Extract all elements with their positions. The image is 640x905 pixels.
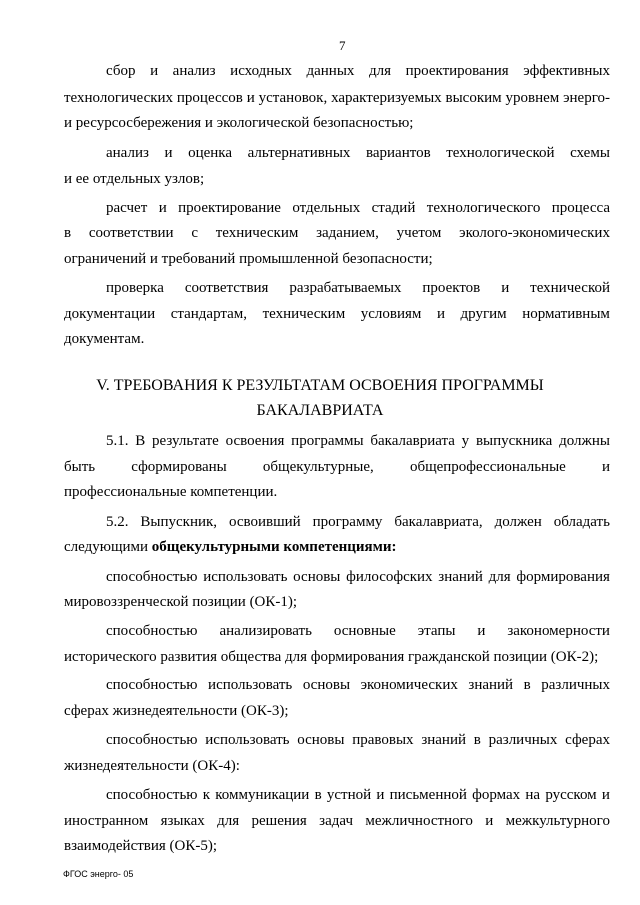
word: техническим bbox=[215, 225, 299, 241]
paragraph-3-line-1 bbox=[106, 199, 610, 217]
paragraph-1-line-2 bbox=[64, 89, 610, 107]
word: способностью bbox=[106, 623, 198, 639]
paragraph-2-line-2: и ее отдельных узлов; bbox=[64, 171, 205, 187]
word: использовать bbox=[205, 732, 290, 748]
word: различных bbox=[541, 677, 610, 693]
word: межличностного bbox=[365, 813, 473, 829]
word: установок, bbox=[258, 90, 328, 106]
ok-3-line-1 bbox=[106, 676, 610, 694]
word: и bbox=[376, 787, 385, 803]
footer-label: ФГОС энерго- 05 bbox=[63, 869, 134, 879]
word: программы bbox=[291, 433, 364, 449]
clause-5-1-line-3: профессиональные компетенции. bbox=[64, 484, 278, 500]
word: межкультурного bbox=[505, 813, 610, 829]
word: и bbox=[436, 306, 445, 322]
word: на bbox=[525, 787, 541, 803]
word: должны bbox=[559, 433, 610, 449]
word: у bbox=[461, 433, 470, 449]
word: бакалавриата bbox=[370, 433, 455, 449]
word: основы bbox=[297, 732, 345, 748]
word: формирования bbox=[516, 569, 610, 585]
word: 5.1. bbox=[106, 433, 129, 449]
word: решения bbox=[251, 813, 307, 829]
word: анализировать bbox=[219, 623, 312, 639]
paragraph-1-line-1 bbox=[106, 62, 610, 80]
word: программу bbox=[312, 514, 383, 530]
word: этапы bbox=[417, 623, 456, 639]
word: основы bbox=[302, 677, 351, 693]
word: технологической bbox=[446, 145, 555, 161]
word: 5.2. bbox=[106, 514, 129, 530]
word: схемы bbox=[570, 145, 610, 161]
word: исходных bbox=[230, 63, 292, 79]
word: для bbox=[488, 569, 511, 585]
word: коммуникации bbox=[215, 787, 310, 803]
word: и bbox=[501, 280, 510, 296]
word: иностранном bbox=[64, 813, 149, 829]
word: с bbox=[191, 225, 198, 241]
word: задач bbox=[319, 813, 353, 829]
word: к bbox=[202, 787, 211, 803]
ok-4-line-1 bbox=[106, 731, 610, 749]
word: русском bbox=[545, 787, 597, 803]
word: уровнем bbox=[505, 90, 560, 106]
section-heading-line-2: БАКАЛАВРИАТА bbox=[256, 402, 384, 419]
section-heading-line-1: V. ТРЕБОВАНИЯ К РЕЗУЛЬТАТАМ ОСВОЕНИЯ ПРОГРАММЫ bbox=[96, 377, 544, 394]
word: способностью bbox=[106, 677, 198, 693]
word: правовых bbox=[352, 732, 414, 748]
word: знаний bbox=[438, 569, 483, 585]
word: и bbox=[246, 90, 255, 106]
word: сбор bbox=[106, 63, 136, 79]
word: письменной bbox=[389, 787, 467, 803]
word: и bbox=[477, 623, 486, 639]
word: использовать bbox=[208, 677, 293, 693]
word: бакалавриата, bbox=[394, 514, 483, 530]
clause-5-2-prefix: следующими bbox=[64, 539, 152, 555]
word: и bbox=[601, 459, 610, 475]
paragraph-4-line-2 bbox=[64, 305, 610, 323]
clause-5-2-bold-term: общекультурными компетенциями: bbox=[151, 539, 397, 555]
word: знаний bbox=[468, 677, 514, 693]
word: для bbox=[369, 63, 392, 79]
word: основы bbox=[293, 569, 341, 585]
word: данных bbox=[306, 63, 355, 79]
word: оценка bbox=[188, 145, 233, 161]
word: расчет bbox=[106, 200, 148, 216]
word: соответствия bbox=[184, 280, 269, 296]
word: сферах bbox=[565, 732, 610, 748]
word: другим bbox=[460, 306, 507, 322]
word: разрабатываемых bbox=[289, 280, 402, 296]
word: стандартам, bbox=[170, 306, 248, 322]
word: философских bbox=[346, 569, 433, 585]
word: технологического bbox=[426, 200, 541, 216]
word: освоивший bbox=[228, 514, 301, 530]
paragraph-1-line-3: и ресурсосбережения и экологической безопасностью; bbox=[64, 115, 414, 131]
word: учетом bbox=[396, 225, 442, 241]
word: выпускника bbox=[475, 433, 553, 449]
word: в bbox=[64, 225, 72, 241]
word: процессов bbox=[176, 90, 243, 106]
word: способностью bbox=[106, 787, 198, 803]
paragraph-3-line-2 bbox=[64, 224, 610, 242]
word: проверка bbox=[106, 280, 164, 296]
word: быть bbox=[64, 459, 96, 475]
word: проектов bbox=[422, 280, 481, 296]
word: Выпускник, bbox=[140, 514, 218, 530]
word: техническим bbox=[262, 306, 346, 322]
word: и bbox=[158, 200, 167, 216]
word: вариантов bbox=[365, 145, 431, 161]
ok-5-line-3: взаимодействия (ОК-5); bbox=[64, 838, 218, 854]
word: в bbox=[314, 787, 322, 803]
word: технологических bbox=[64, 90, 174, 106]
word: высоким bbox=[445, 90, 502, 106]
word: В bbox=[135, 433, 146, 449]
word: закономерности bbox=[507, 623, 610, 639]
ok-1-line-2: мировоззренческой позиции (ОК-1); bbox=[64, 594, 298, 610]
word: устной bbox=[326, 787, 372, 803]
word: эколого-экономических bbox=[459, 225, 610, 241]
page-number: 7 bbox=[339, 38, 346, 53]
ok-2-line-2: исторического развития общества для формирования гражданской позиции (ОК-2); bbox=[64, 649, 599, 665]
word: эффективных bbox=[523, 63, 610, 79]
word: документации bbox=[64, 306, 156, 322]
word: экономических bbox=[360, 677, 458, 693]
word: формах bbox=[472, 787, 521, 803]
word: и bbox=[164, 145, 173, 161]
word: основные bbox=[333, 623, 396, 639]
clause-5-1-line-2 bbox=[64, 458, 610, 476]
paragraph-4-line-1 bbox=[106, 279, 610, 297]
ok-4-line-2: жизнедеятельности (ОК-4): bbox=[64, 758, 240, 774]
ok-5-line-1 bbox=[106, 786, 610, 804]
word: способностью bbox=[106, 732, 198, 748]
ok-1-line-1 bbox=[106, 568, 610, 586]
word: общекультурные, bbox=[262, 459, 374, 475]
word: стадий bbox=[371, 200, 416, 216]
word: условиям bbox=[360, 306, 422, 322]
word: энерго- bbox=[563, 90, 610, 106]
word: использовать bbox=[203, 569, 288, 585]
ok-5-line-2 bbox=[64, 812, 610, 830]
clause-5-2-line-2 bbox=[64, 538, 397, 556]
ok-2-line-1 bbox=[106, 622, 610, 640]
word: результате bbox=[152, 433, 219, 449]
word: заданием, bbox=[316, 225, 379, 241]
word: отдельных bbox=[292, 200, 361, 216]
word: соответствии bbox=[88, 225, 174, 241]
word: анализ bbox=[106, 145, 149, 161]
word: проектирование bbox=[178, 200, 281, 216]
word: в bbox=[523, 677, 531, 693]
word: анализ bbox=[172, 63, 216, 79]
word: и bbox=[150, 63, 159, 79]
paragraph-2-line-1 bbox=[106, 144, 610, 162]
word: общепрофессиональные bbox=[409, 459, 566, 475]
word: обладать bbox=[553, 514, 610, 530]
word: различных bbox=[488, 732, 558, 748]
word: и bbox=[601, 787, 610, 803]
word: сформированы bbox=[131, 459, 227, 475]
word: и bbox=[485, 813, 494, 829]
word: освоения bbox=[225, 433, 285, 449]
word: технической bbox=[530, 280, 610, 296]
word: должен bbox=[494, 514, 542, 530]
word: языках bbox=[160, 813, 205, 829]
word: процесса bbox=[551, 200, 610, 216]
word: нормативным bbox=[522, 306, 610, 322]
word: проектирования bbox=[405, 63, 509, 79]
ok-3-line-2: сферах жизнедеятельности (ОК-3); bbox=[64, 703, 289, 719]
word: характеризуемых bbox=[331, 90, 442, 106]
paragraph-3-line-3: ограничений и требований промышленной безопасности; bbox=[64, 251, 433, 267]
clause-5-1-line-1 bbox=[106, 432, 610, 450]
word: альтернативных bbox=[247, 145, 351, 161]
word: знаний bbox=[421, 732, 467, 748]
word: в bbox=[473, 732, 481, 748]
paragraph-4-line-3: документам. bbox=[64, 331, 145, 347]
clause-5-2-line-1 bbox=[106, 513, 610, 531]
word: способностью bbox=[106, 569, 198, 585]
word: для bbox=[217, 813, 240, 829]
